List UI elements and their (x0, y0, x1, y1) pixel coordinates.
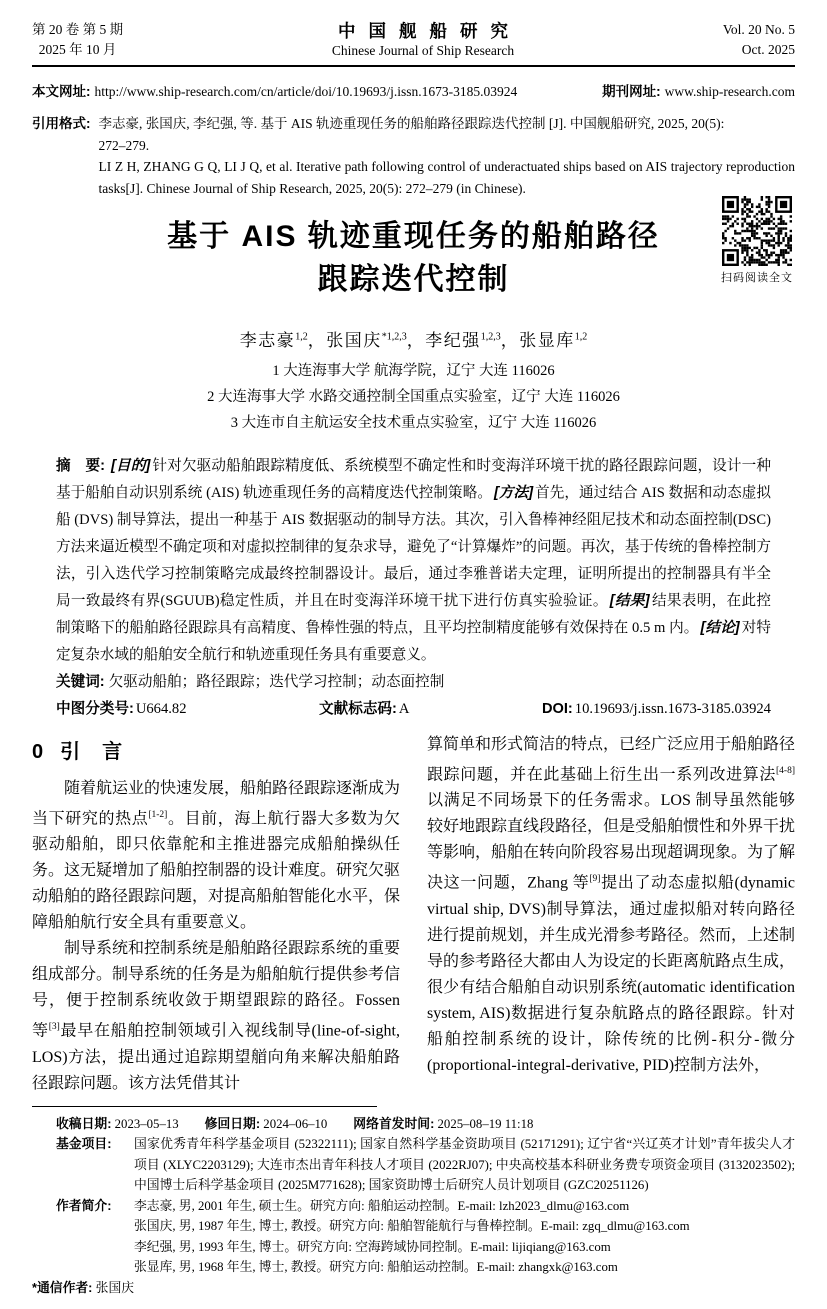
journal-url-label: 期刊网址: (602, 84, 661, 99)
abstract-tag-method: [方法] (494, 485, 534, 501)
author-bio: 李纪强, 男, 1993 年生, 博士。研究方向: 空海跨域协同控制。E-mail: lijiqiang@163.com (134, 1239, 611, 1254)
corresponding-row (32, 1278, 795, 1299)
author: 李纪强$^{1,2,3}$ (425, 331, 501, 350)
title-line1: 基于 AIS 轨迹重现任务的船舶路径 (167, 220, 660, 253)
bios-label: 作者简介: (56, 1197, 112, 1213)
bios-list (134, 1196, 795, 1278)
citation-en: LI Z H, ZHANG G Q, LI J Q, et al. Iterative path following control of underactuated ships based on AIS trajectory reproduction tasks[J]. Chinese Journal of Ship Research, 2025, 20(5): 272–279 (in Chinese). (98, 159, 795, 196)
funding-text: 国家优秀青年科学基金项目 (52322111); 国家自然科学基金资助项目 (52171291); 辽宁省“兴辽英才计划”青年拔尖人才项目 (XLYC2203129); 大连市杰出青年科技人才项目 (2022RJ07); 中央高校基本科研业务费专项资金项目 (3132023502); 中国博士后科学基金项目 (2025M771628); 国家资助博士后研究人员计划项目 (GZC20251126) (134, 1137, 795, 1193)
journal-url-group (602, 80, 795, 100)
abstract-tag-objective: [目的] (111, 458, 151, 474)
affiliation-list (32, 358, 795, 436)
qr-caption: 扫码阅读全文 (721, 272, 793, 284)
masthead-journal (325, 20, 521, 60)
meta-row (56, 696, 771, 723)
doc-code-label: 文献标志码: (319, 701, 397, 717)
abstract-text: 结果表明，在此控制策略下的船舶路径跟踪具有高精度、鲁棒性强的特点，且平均控制精度能够有效保持在 0.5 m 内。 (56, 593, 771, 636)
date-en: Oct. 2025 (741, 42, 795, 57)
date-cn: 2025 年 10 月 (38, 42, 117, 57)
abstract-label: 摘 要: (56, 458, 106, 474)
citation-cn-line1: 李志豪, 张国庆, 李纪强, 等. 基于 AIS 轨迹重现任务的船舶路径跟踪迭代控制 [J]. 中国舰船研究, 2025, 20(5): (98, 116, 725, 131)
author-list (32, 326, 795, 351)
volume-issue-cn: 第 20 卷 第 5 期 (32, 22, 124, 37)
qr-block (715, 196, 799, 285)
author-affil-sup: *1,2,3 (381, 331, 407, 343)
keywords-label: 关键词: (56, 674, 105, 690)
affiliation: 1 大连海事大学 航海学院，辽宁 大连 116026 (272, 363, 555, 379)
masthead-divider (32, 65, 795, 67)
author-affil-sup: 1,2 (574, 331, 588, 343)
journal-title-cn: 中国舰船研究 (337, 21, 521, 41)
footnote-divider (32, 1106, 377, 1107)
paragraph: 算简单和形式简洁的特点，已经广泛应用于船舶路径跟踪问题，并在此基础上衍生出一系列改进算法[4-8]以满足不同场景下的任务需求。LOS 制导虽然能够较好地跟踪直线段路径，但是受船舶惯性和外界干扰等影响，船舶在转向阶段容易出现超调现象。为了解决这一问题，Zhang 等[9]提出了动态虚拟船(dynamic virtual ship, DVS)制导算法，通过虚拟船对转向路径进行提前规划，并生成光滑参考路径。然而，上述制导的参考路径大都由人为设定的长距离航路点生成，很少有结合船舶自动识别系统(automatic identification system, AIS)数据进行复杂航路点的路径跟踪。针对船舶控制系统的设计，除传统的比例-积分-微分(proportional-integral-derivative, PID)控制方法外， (427, 736, 796, 1074)
funding-label: 基金项目: (56, 1136, 112, 1152)
affiliation: 3 大连市自主航运安全技术重点实验室，辽宁 大连 116026 (230, 415, 597, 431)
abstract-text: 首先，通过结合 AIS 数据和动态虚拟船 (DVS) 制导算法，提出一种基于 AIS 数据驱动的制导方法。其次，引入鲁棒神经阻尼技术和动态面控制(DSC)方法来逼近模型不确定项和对虚拟控制律的复杂求导，避免了“计算爆炸”的问题。再次，基于传统的鲁棒控制方法，引入迭代学习控制策略完成最终控制器设计。最后，通过李雅普诺夫定理，证明所提出的控制器具有半全局一致最终有界(SGUUB)稳定性质，并且在时变海洋环境干扰下进行仿真实验验证。 (56, 485, 771, 609)
url-row (32, 80, 795, 100)
doc-code-value: A (398, 701, 410, 717)
title-line2: 跟踪迭代控制 (317, 263, 510, 296)
footnote-block (32, 1114, 795, 1299)
reference-marker: [4-8] (776, 766, 795, 776)
doi-label: DOI: (541, 701, 573, 717)
page-title (32, 215, 795, 301)
doi-value: 10.19693/j.issn.1673-3185.03924 (574, 701, 771, 717)
author-affil-sup: 1,2,3 (480, 331, 501, 343)
author: 张国庆$^{*1,2,3}$ (326, 331, 407, 350)
section-heading-introduction: 0 引 言 (32, 741, 124, 763)
online-date: 2025–08–19 11:18 (437, 1116, 534, 1131)
masthead (32, 20, 795, 60)
author-affil-sup: 1,2 (295, 331, 308, 343)
received-label: 收稿日期: (56, 1115, 112, 1131)
citation-cn-line2: 272–279. (98, 137, 150, 153)
author-bio: 张显库, 男, 1968 年生, 博士, 教授。研究方向: 船舶运动控制。E-mail: zhangxk@163.com (134, 1260, 618, 1275)
body-columns (32, 732, 795, 1097)
doc-code-group (319, 696, 409, 723)
citation-block (32, 113, 795, 199)
abstract (56, 453, 771, 669)
paragraph: 制导系统和控制系统是船舶路径跟踪系统的重要组成部分。制导系统的任务是为船舶航行提供参考信号，便于控制系统收敛于期望跟踪的路径。Fossen 等[3]最早在船舶控制领域引入视线制导(line-of-sight, LOS)方法，提出通过追踪期望艏向角来解决船舶路径跟踪问题。该方法凭借其计 (32, 940, 401, 1092)
doi-group (542, 696, 771, 723)
journal-title-en: Chinese Journal of Ship Research (331, 43, 515, 58)
citation-body (99, 113, 796, 199)
left-column (32, 732, 400, 1097)
abstract-text: 对特定复杂水域的船舶安全航行和轨迹重现任务具有重要意义。 (56, 620, 771, 663)
article-url-label: 本文网址: (32, 84, 91, 99)
online-label: 网络首发时间: (353, 1115, 435, 1131)
abstract-text: 针对欠驱动船舶跟踪精度低、系统模型不确定性和时变海洋环境干扰的路径跟踪问题，设计一种基于船舶自动识别系统 (AIS) 轨迹重现任务的高精度迭代控制策略。 (56, 458, 771, 501)
clc-group (56, 696, 187, 723)
volume-issue-en: Vol. 20 No. 5 (722, 22, 795, 37)
revised-label: 修回日期: (204, 1115, 261, 1131)
dates-row (32, 1114, 795, 1135)
right-column (427, 732, 795, 1097)
clc-label: 中图分类号: (56, 701, 134, 717)
paragraph: 随着航运业的快速发展，船舶路径跟踪逐渐成为当下研究的热点[1-2]。目前，海上航行器大多数为欠驱动船舶，即只依靠舵和主推进器完成船舶操纵任务。这无疑增加了船舶控制器的设计难度。研究欠驱动船舶的路径跟踪问题，对提高船舶智能化水平，保障船舶航行安全具有重要意义。 (32, 780, 401, 932)
abstract-tag-result: [结果] (609, 593, 650, 609)
article-url-group (32, 80, 517, 100)
citation-label: 引用格式: (32, 116, 91, 131)
keywords-text: 欠驱动船舶；路径跟踪；迭代学习控制；动态面控制 (108, 674, 445, 690)
funding-row (32, 1134, 795, 1196)
author: 李志豪$^{1,2}$ (239, 331, 308, 350)
corresponding-author: 张国庆 (95, 1280, 135, 1295)
revised-date: 2024–06–10 (263, 1116, 328, 1131)
masthead-issue-cn (32, 20, 123, 60)
journal-url-link[interactable]: www.ship-research.com (664, 84, 795, 99)
reference-marker: [9] (589, 874, 601, 885)
author-separator: ， (307, 331, 327, 350)
bios-row (32, 1196, 795, 1278)
qr-code (722, 196, 792, 266)
corresponding-label: *通信作者: (32, 1279, 93, 1295)
author-bio: 李志豪, 男, 2001 年生, 硕士生。研究方向: 船舶运动控制。E-mail: lzh2023_dlmu@163.com (134, 1198, 630, 1213)
clc-value: U664.82 (135, 701, 187, 717)
author: 张显库$^{1,2}$ (519, 331, 588, 350)
abstract-tag-conclusion: [结论] (700, 620, 740, 636)
author-bio: 张国庆, 男, 1987 年生, 博士, 教授。研究方向: 船舶智能航行与鲁棒控制。E-mail: zgq_dlmu@163.com (134, 1219, 690, 1234)
masthead-issue-en (723, 20, 795, 60)
article-url-link[interactable]: http://www.ship-research.com/cn/article/doi/10.19693/j.issn.1673-3185.03924 (94, 84, 518, 99)
reference-marker: [3] (48, 1022, 60, 1033)
author-separator: ， (406, 331, 426, 350)
affiliation: 2 大连海事大学 水路交通控制全国重点实验室，辽宁 大连 116026 (207, 389, 620, 405)
reference-marker: [1-2] (148, 810, 168, 820)
author-separator: ， (500, 331, 520, 350)
keywords-line (56, 669, 771, 696)
abstract-block (56, 453, 771, 723)
received-date: 2023–05–13 (114, 1116, 179, 1131)
